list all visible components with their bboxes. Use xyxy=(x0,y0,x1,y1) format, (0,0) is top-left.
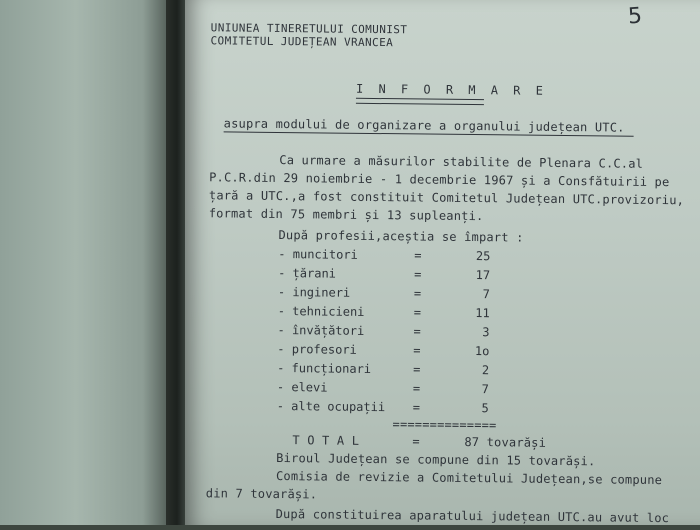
profession-name: - învățători xyxy=(277,322,365,338)
equals-sign: = xyxy=(414,248,422,263)
profession-name: - ingineri xyxy=(277,284,351,300)
typed-document xyxy=(180,0,700,530)
equals-sign: = xyxy=(413,362,421,377)
intro-line-1: Ca urmare a măsurilor stabilite de Plenara C.C.al xyxy=(279,152,644,171)
profession-name: - profesori xyxy=(277,341,357,357)
profession-count: 7 xyxy=(482,287,491,302)
left-page xyxy=(0,0,168,525)
intro-line-2: P.C.R.din 29 noiembrie - 1 decembrie 1967 și a Consfătuirii pe xyxy=(209,170,670,190)
intro-line-3: țară a UTC.,a fost constituit Comitetul Județean UTC.provizoriu, xyxy=(208,188,685,208)
equals-sign: = xyxy=(413,305,422,320)
equals-sign: = xyxy=(414,267,422,282)
profession-count: 3 xyxy=(482,325,490,340)
equals-sign: = xyxy=(412,400,421,415)
profession-count: 1o xyxy=(474,344,490,359)
header-line-2: COMITETUL JUDEȚEAN VRANCEA xyxy=(210,34,394,50)
total-value: 87 tovarăși xyxy=(464,434,547,450)
closing-line-1: Biroul Județean se compune din 15 tovarăși. xyxy=(276,450,596,469)
document-title: I N F O R M A R E xyxy=(356,81,547,98)
profession-name: - țărani xyxy=(278,265,337,281)
closing-line-2: Comisia de revizie a Comitetului Județean,se compune xyxy=(275,468,663,488)
profession-count: 11 xyxy=(475,306,490,321)
equals-sign: = xyxy=(412,381,421,396)
header-line-1: UNIUNEA TINERETULUI COMUNIST xyxy=(210,21,408,37)
title-double-underline xyxy=(356,98,484,105)
total-equals-sign: = xyxy=(412,434,420,449)
total-label: T O T A L xyxy=(292,433,360,448)
closing-line-3: din 7 tovarăși. xyxy=(205,486,318,502)
profession-count: 17 xyxy=(475,268,491,283)
document-page xyxy=(185,0,700,525)
profession-name: - funcționari xyxy=(277,360,372,376)
profession-count: 7 xyxy=(481,382,490,397)
profession-name: - muncitori xyxy=(278,246,358,262)
document-subtitle: asupra modului de organizare a organului județean UTC. xyxy=(223,116,625,135)
closing-line-4: După constituirea aparatului județean UTC.au avut loc xyxy=(275,506,670,526)
page-number: 5 xyxy=(627,3,643,30)
profession-count: 2 xyxy=(481,363,490,378)
profession-name: - elevi xyxy=(276,379,328,395)
equals-sign: = xyxy=(413,324,421,339)
profession-name: - alte ocupații xyxy=(276,398,386,415)
equals-sign: = xyxy=(413,343,421,358)
total-separator: ============== xyxy=(392,417,497,433)
breakdown-intro: După profesii,aceștia se împart : xyxy=(278,227,524,245)
profession-name: - tehnicieni xyxy=(277,303,365,319)
profession-count: 5 xyxy=(481,401,489,416)
intro-line-4: format din 75 membri și 13 supleanți. xyxy=(208,206,484,224)
equals-sign: = xyxy=(413,286,422,301)
profession-count: 25 xyxy=(475,249,491,264)
